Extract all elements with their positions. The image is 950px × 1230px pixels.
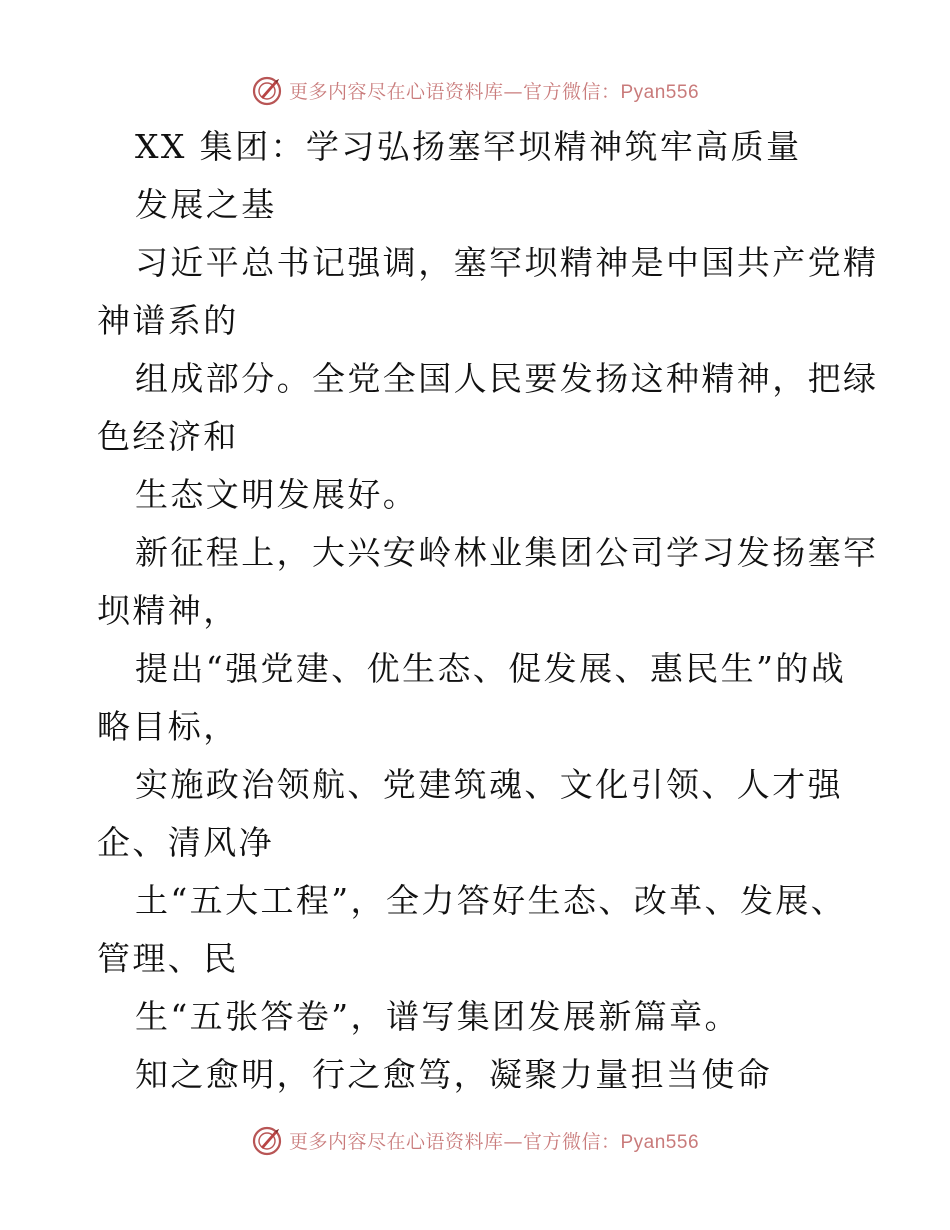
footer-banner xyxy=(0,1120,950,1160)
paragraph-line: 色经济和 xyxy=(97,417,239,456)
paragraph-line: 神谱系的 xyxy=(97,301,239,340)
paragraph-line: 略目标， xyxy=(97,707,239,746)
pen-logo-icon xyxy=(251,73,285,107)
paragraph-line: 生态文明发展好。 xyxy=(135,475,419,514)
paragraph-line: 组成部分。全党全国人民要发扬这种精神，把绿 xyxy=(135,359,879,398)
paragraph-line: 坝精神， xyxy=(97,591,239,630)
footer-wechat-id: Pyan556 xyxy=(620,1131,700,1153)
header-banner-content xyxy=(251,73,699,107)
paragraph-line: 习近平总书记强调，塞罕坝精神是中国共产党精 xyxy=(135,243,879,282)
paragraph-line: 提出“强党建、优生态、促发展、惠民生”的战 xyxy=(135,649,847,688)
header-banner-text: 更多内容尽在心语资料库—官方微信：Pyan556 xyxy=(288,80,700,103)
paragraph-line: 生“五张答卷”，谱写集团发展新篇章。 xyxy=(135,997,740,1036)
header-banner xyxy=(0,70,950,110)
footer-banner-text: 更多内容尽在心语资料库—官方微信：Pyan556 xyxy=(288,1130,700,1153)
paragraph-line: 实施政治领航、党建筑魂、文化引领、人才强 xyxy=(135,765,843,804)
document-body xyxy=(97,118,879,1104)
footer-banner-content xyxy=(251,1123,699,1157)
pen-logo-icon xyxy=(251,1123,285,1157)
paragraph-line: 知之愈明，行之愈笃，凝聚力量担当使命 xyxy=(135,1055,773,1094)
paragraph-line: 管理、民 xyxy=(97,939,239,978)
paragraph-line: 土“五大工程”，全力答好生态、改革、发展、 xyxy=(135,881,847,920)
paragraph-line: 新征程上，大兴安岭林业集团公司学习发扬塞罕 xyxy=(135,533,879,572)
document-title-line-1: XX 集团：学习弘扬塞罕坝精神筑牢高质量 xyxy=(135,127,802,166)
paragraph-line: 企、清风净 xyxy=(97,823,274,862)
document-title-line-2: 发展之基 xyxy=(135,185,277,224)
header-wechat-id: Pyan556 xyxy=(620,81,700,103)
